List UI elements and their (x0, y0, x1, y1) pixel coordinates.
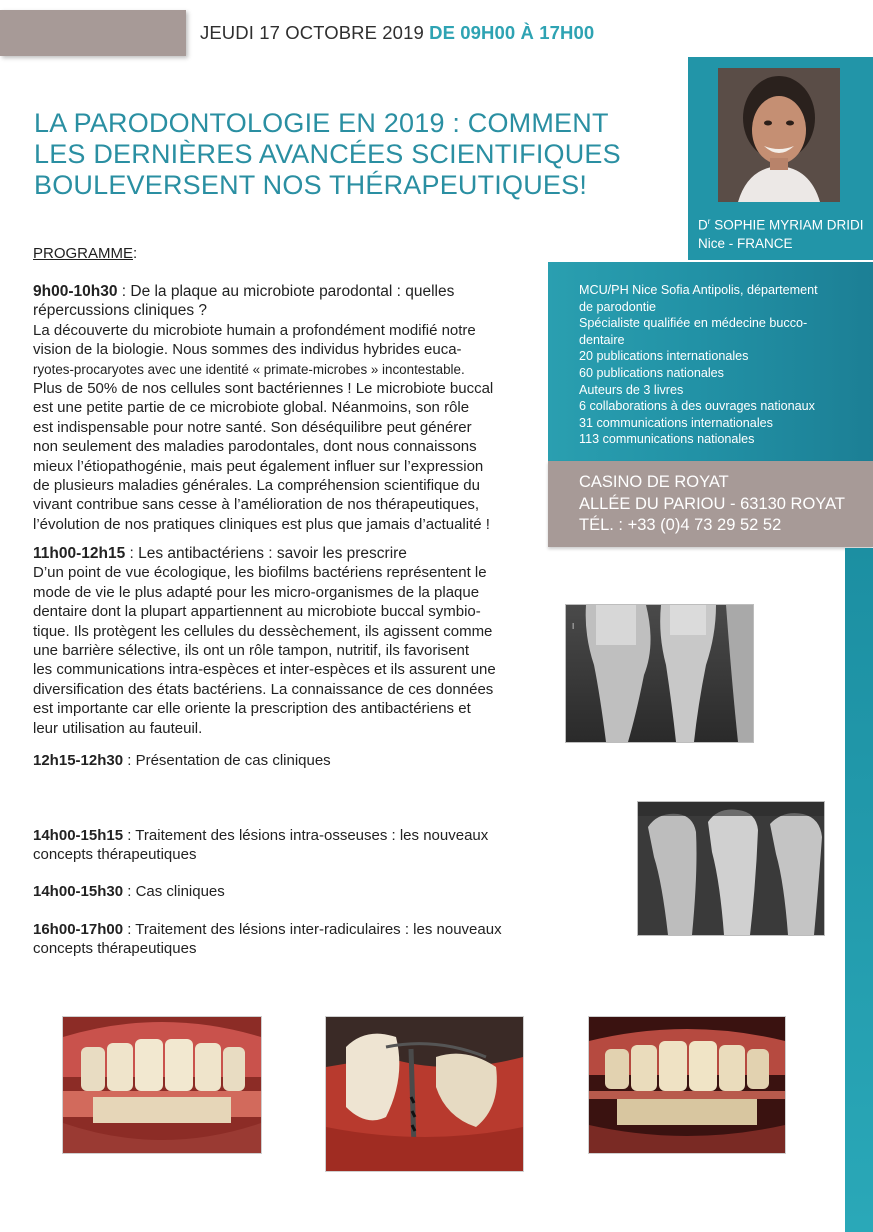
programme-label-suffix: : (133, 245, 138, 262)
event-day: JEUDI 17 OCTOBRE 2019 (200, 22, 424, 43)
desc-line: de plusieurs maladies générales. La compréhension scientifique du (33, 477, 480, 495)
event-time: DE 09H00 À 17H00 (429, 22, 595, 43)
xray-image-1 (565, 604, 754, 743)
desc-line: Plus de 50% de nos cellules sont bactériennes ! Le microbiote buccal (33, 380, 494, 398)
session-time: 16h00-17h00 (33, 921, 124, 938)
event-date (200, 22, 594, 44)
credential-line: Spécialiste qualifiée en médecine bucco- (579, 316, 808, 331)
session-6 (33, 920, 531, 959)
date-tab (0, 10, 186, 56)
session-title: : Traitement des lésions intra-osseuses : les nouveaux (123, 827, 489, 844)
session-time: 14h00-15h15 (33, 827, 124, 844)
session-description (33, 563, 531, 738)
session-time: 14h00-15h30 (33, 883, 124, 900)
venue-name: CASINO DE ROYAT (579, 473, 729, 491)
title-line-2: LES DERNIÈRES AVANCÉES SCIENTIFIQUES (34, 139, 621, 169)
session-time: 12h15-12h30 (33, 752, 124, 769)
session-1 (33, 282, 531, 534)
speaker-title-sup: r (707, 217, 711, 226)
session-title: : Traitement des lésions inter-radiculaires : les nouveaux (123, 921, 502, 938)
clinical-photo-2 (325, 1016, 524, 1172)
credentials-list (579, 282, 859, 448)
credential-line: dentaire (579, 332, 625, 347)
desc-line: l’évolution de nos pratiques cliniques est plus que jamais d’actualité ! (33, 515, 490, 533)
session-title: : Les antibactériens : savoir les prescrire (125, 545, 407, 562)
desc-line: D’un point de vue écologique, les biofilms bactériens représentent le (33, 564, 487, 582)
session-2 (33, 544, 531, 738)
speaker-photo (718, 68, 840, 202)
venue-info (579, 472, 845, 537)
credential-line: Auteurs de 3 livres (579, 382, 684, 397)
session-3 (33, 751, 531, 770)
desc-line: non seulement des maladies parodontales, dont nous connaissons (33, 438, 477, 456)
clinical-photo-3 (588, 1016, 786, 1154)
desc-line: vivant contribue sans cesse à l’amélioration de nos thérapeutiques, (33, 496, 480, 514)
desc-line: leur utilisation au fauteuil. (33, 719, 203, 737)
speaker-fullname: SOPHIE MYRIAM DRIDI (714, 217, 864, 233)
desc-line: vision de la biologie. Nous sommes des individus hybrides euca- (33, 341, 462, 359)
session-title: : Cas cliniques (123, 883, 225, 900)
desc-line: ryotes-procaryotes avec une identité « primate-microbes » incontestable. (33, 361, 465, 377)
clinical-photo-1 (62, 1016, 262, 1154)
credential-line: MCU/PH Nice Sofia Antipolis, département (579, 283, 818, 297)
session-title: : De la plaque au microbiote parodontal : quelles (117, 283, 455, 300)
desc-line: dentaire dont la plupart appartiennent au microbiote buccal symbio- (33, 603, 481, 621)
desc-line: les communications intra-espèces et inter-espèces et ils assurent une (33, 661, 496, 679)
session-title: : Présentation de cas cliniques (123, 752, 331, 769)
session-title-cont: concepts thérapeutiques (33, 846, 197, 864)
desc-line: une barrière sélective, ils ont un rôle tampon, nutritif, ils favorisent (33, 642, 470, 660)
speaker-location: Nice - FRANCE (698, 235, 793, 251)
title-line-1: LA PARODONTOLOGIE EN 2019 : COMMENT (34, 108, 609, 138)
desc-line: est une petite partie de ce microbiote global. Néanmoins, son rôle (33, 399, 470, 417)
credential-line: 20 publications internationales (579, 349, 749, 364)
credential-line: 113 communications nationales (579, 432, 755, 447)
xray-image-2 (637, 801, 825, 936)
session-title-cont: concepts thérapeutiques (33, 940, 197, 958)
svg-text:I: I (572, 622, 575, 631)
desc-line: La découverte du microbiote humain a profondément modifié notre (33, 321, 476, 339)
page-title (34, 108, 634, 201)
desc-line: est importante car elle oriente la prescription des antibactériens et (33, 700, 471, 718)
venue-address: ALLÉE DU PARIOU - 63130 ROYAT (579, 494, 845, 513)
session-description (33, 321, 531, 534)
desc-line: mieux l’étiopathogénie, mais peut également influer sur l’expression (33, 457, 484, 475)
accent-bar (845, 548, 873, 1232)
title-line-3: BOULEVERSENT NOS THÉRAPEUTIQUES! (34, 170, 588, 200)
credential-line: 31 communications internationales (579, 415, 773, 430)
session-time: 9h00-10h30 (33, 283, 118, 300)
programme-label (33, 245, 137, 262)
desc-line: tique. Ils protègent les cellules du dessèchement, ils agissent comme (33, 622, 493, 640)
credential-line: 60 publications nationales (579, 365, 724, 380)
desc-line: mode de vie le plus adapté pour les micro-organismes de la plaque (33, 583, 480, 601)
session-time: 11h00-12h15 (33, 545, 126, 562)
programme-label-text: PROGRAMME (33, 245, 134, 262)
desc-line: est indispensable pour notre santé. Son déséquilibre peut générer (33, 418, 472, 436)
desc-line: diversification des états bactériens. La connaissance de ces données (33, 680, 494, 698)
credential-line: 6 collaborations à des ouvrages nationaux (579, 399, 815, 414)
venue-phone: TÉL. : +33 (0)4 73 29 52 52 (579, 516, 782, 534)
speaker-name (698, 213, 863, 253)
session-4 (33, 826, 531, 865)
session-title-cont: répercussions cliniques ? (33, 302, 208, 320)
credential-line: de parodontie (579, 299, 657, 314)
session-5 (33, 882, 531, 901)
speaker-title-prefix: D (698, 217, 708, 233)
